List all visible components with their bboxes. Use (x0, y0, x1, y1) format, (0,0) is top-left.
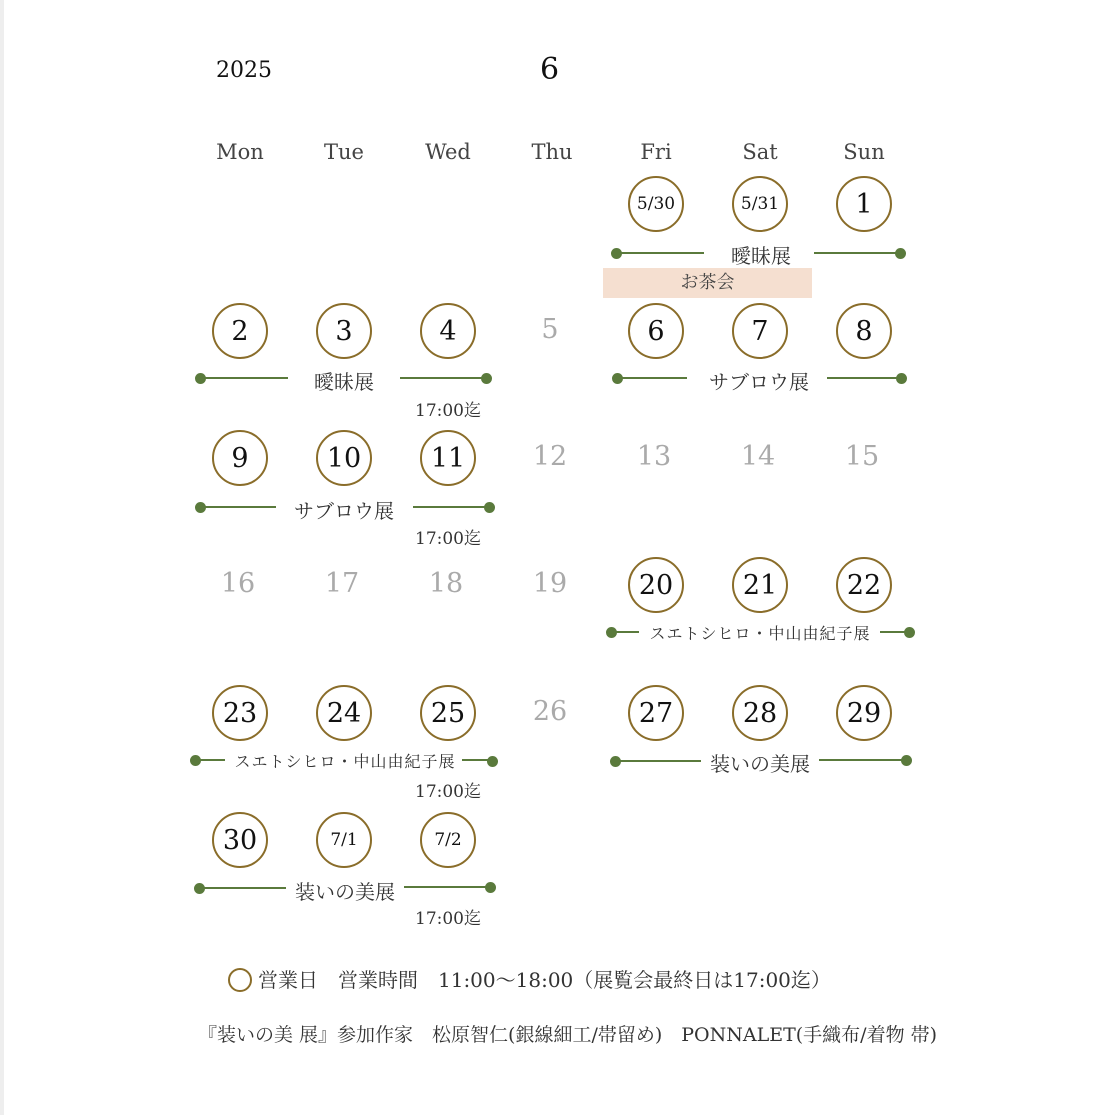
day-cell-open[interactable]: 27 (628, 685, 684, 741)
event-yosooi: 装いの美展 (295, 880, 395, 904)
weekday-thu: Thu (531, 140, 573, 164)
day-cell-closed: 15 (836, 430, 888, 482)
day-cell-open[interactable]: 4 (420, 303, 476, 359)
event-suetoshi-nakayama: スエトシヒロ・中山由紀子展 (234, 752, 456, 771)
day-cell-closed: 18 (420, 557, 472, 609)
event-line (616, 252, 704, 254)
closing-time-note: 17:00迄 (415, 909, 481, 929)
event-end-dot (484, 502, 495, 513)
event-end-dot (485, 882, 496, 893)
weekday-wed: Wed (425, 140, 471, 164)
day-cell-open[interactable]: 5/31 (732, 176, 788, 232)
event-line (611, 631, 639, 633)
day-cell-closed: 12 (524, 430, 576, 482)
day-cell-closed: 17 (316, 557, 368, 609)
day-cell-closed: 5 (524, 303, 576, 355)
event-end-dot (904, 627, 915, 638)
closing-time-note: 17:00迄 (415, 782, 481, 802)
day-cell-open[interactable]: 23 (212, 685, 268, 741)
event-line (413, 506, 489, 508)
day-cell-open[interactable]: 22 (836, 557, 892, 613)
event-line (615, 760, 701, 762)
day-cell-open[interactable]: 7/1 (316, 812, 372, 868)
day-cell-closed: 26 (524, 685, 576, 737)
day-cell-open[interactable]: 25 (420, 685, 476, 741)
day-cell-open[interactable]: 6 (628, 303, 684, 359)
weekday-sat: Sat (742, 140, 778, 164)
day-cell-open[interactable]: 11 (420, 430, 476, 486)
day-cell-open[interactable]: 2 (212, 303, 268, 359)
event-line (617, 377, 687, 379)
day-cell-open[interactable]: 21 (732, 557, 788, 613)
day-cell-closed: 14 (732, 430, 784, 482)
day-cell-open[interactable]: 28 (732, 685, 788, 741)
event-line (200, 506, 276, 508)
day-cell-open[interactable]: 29 (836, 685, 892, 741)
day-cell-open[interactable]: 9 (212, 430, 268, 486)
event-line (827, 377, 901, 379)
event-line (199, 887, 286, 889)
day-cell-open[interactable]: 20 (628, 557, 684, 613)
weekday-fri: Fri (640, 140, 672, 164)
event-sabrou: サブロウ展 (709, 370, 809, 394)
event-line (200, 377, 288, 379)
event-suetoshi-nakayama: スエトシヒロ・中山由紀子展 (649, 624, 871, 643)
day-cell-open[interactable]: 7 (732, 303, 788, 359)
event-aimai: 曖昧展 (731, 244, 791, 268)
event-end-dot (901, 755, 912, 766)
year-label: 2025 (216, 58, 272, 83)
event-line (819, 759, 906, 761)
day-cell-open[interactable]: 3 (316, 303, 372, 359)
day-cell-open[interactable]: 30 (212, 812, 268, 868)
month-label: 6 (540, 52, 560, 87)
day-cell-closed: 16 (212, 557, 264, 609)
day-cell-open[interactable]: 24 (316, 685, 372, 741)
day-cell-open[interactable]: 7/2 (420, 812, 476, 868)
weekday-mon: Mon (216, 140, 264, 164)
closing-time-note: 17:00迄 (415, 529, 481, 549)
closing-time-note: 17:00迄 (415, 401, 481, 421)
day-cell-open[interactable]: 10 (316, 430, 372, 486)
event-end-dot (481, 373, 492, 384)
day-cell-open[interactable]: 1 (836, 176, 892, 232)
event-end-dot (895, 248, 906, 259)
event-tea-party: お茶会 (603, 268, 812, 298)
event-yosooi: 装いの美展 (710, 752, 810, 776)
event-line (195, 759, 225, 761)
open-day-circle-icon (228, 968, 252, 992)
event-line (400, 377, 486, 379)
event-aimai: 曖昧展 (314, 370, 374, 394)
event-end-dot (896, 373, 907, 384)
event-line (814, 252, 900, 254)
day-cell-open[interactable]: 5/30 (628, 176, 684, 232)
day-cell-closed: 13 (628, 430, 680, 482)
day-cell-open[interactable]: 8 (836, 303, 892, 359)
footer-text: 『装いの美 展』参加作家 松原智仁(銀線細工/帯留め) PONNALET(手織布/着物 帯) (198, 1024, 938, 1046)
weekday-sun: Sun (843, 140, 885, 164)
legend-text: 営業日 営業時間 11:00～18:00（展覧会最終日は17:00迄） (258, 968, 831, 992)
event-sabrou: サブロウ展 (294, 499, 394, 523)
event-line (404, 886, 490, 888)
left-edge-strip (0, 0, 4, 1115)
weekday-tue: Tue (324, 140, 364, 164)
day-cell-closed: 19 (524, 557, 576, 609)
event-end-dot (487, 756, 498, 767)
